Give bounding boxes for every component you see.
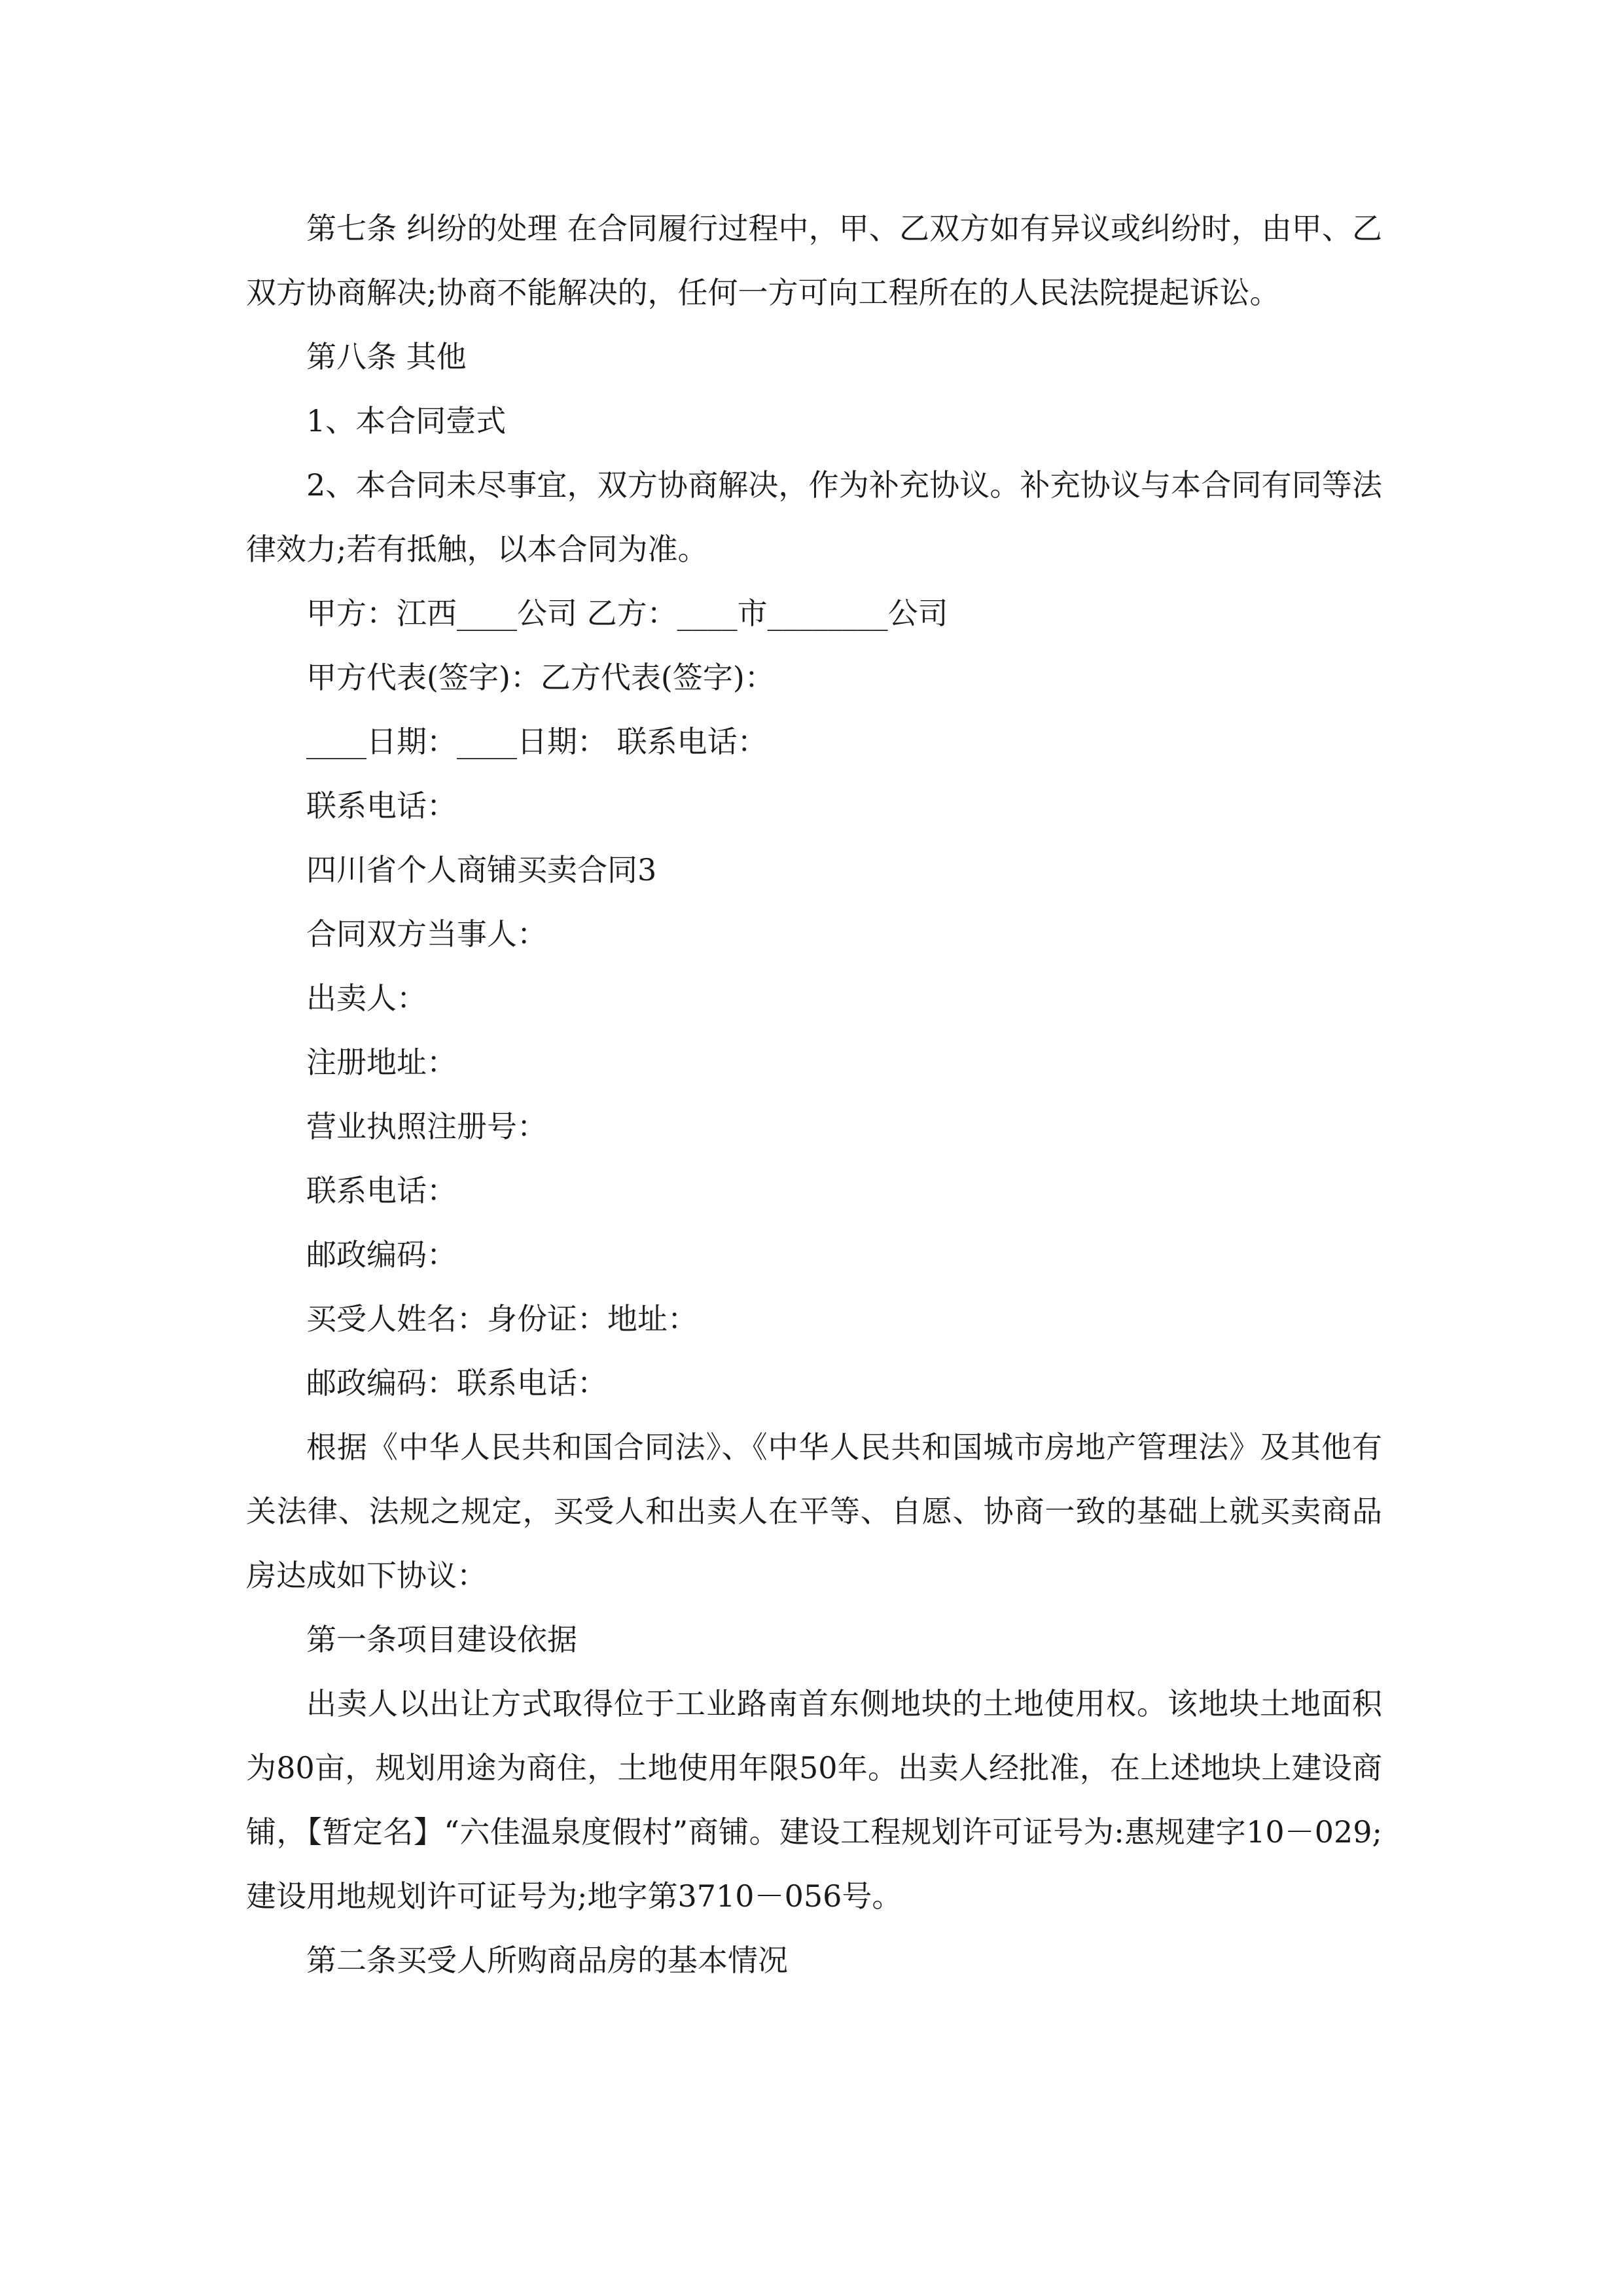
buyer-postcode-phone-field: 邮政编码：联系电话： — [306, 1365, 607, 1401]
contract-3-title: 四川省个人商铺买卖合同3 — [306, 852, 657, 888]
seller-field: 出卖人： — [306, 980, 427, 1016]
registered-address-field: 注册地址： — [306, 1045, 457, 1080]
clause-8-1: 1、本合同壹式 — [306, 403, 507, 439]
clause-8-2: 2、本合同未尽事宜，双方协商解决，作为补充协议。补充协议与本合同有同等法律效力;若有抵触，以本合同为准。 — [246, 467, 1382, 567]
article-2-heading: 第二条买受人所购商品房的基本情况 — [306, 1943, 788, 1978]
phone-line: 联系电话： — [306, 788, 457, 823]
document-body — [246, 196, 1382, 1992]
article-1-body: 出卖人以出让方式取得位于工业路南首东侧地块的土地使用权。该地块土地面积为80亩，规划用途为商住，土地使用年限50年。出卖人经批准，在上述地块上建设商铺，【暂定名】“六佳温泉度假村”商铺。建设工程规划许可证号为:惠规建字10－029;建设用地规划许可证号为;地字第3710－056号。 — [246, 1686, 1382, 1914]
representative-signature-line: 甲方代表(签字)：乙方代表(签字)： — [306, 660, 775, 695]
article-1-heading: 第一条项目建设依据 — [306, 1622, 577, 1657]
party-names-line: 甲方：江西____公司 乙方：____市________公司 — [306, 596, 948, 631]
buyer-info-field: 买受人姓名：身份证：地址： — [306, 1301, 698, 1336]
parties-heading: 合同双方当事人： — [306, 916, 547, 952]
seller-postcode-field: 邮政编码： — [306, 1237, 457, 1272]
business-license-field: 营业执照注册号： — [306, 1109, 547, 1144]
legal-basis-paragraph: 根据《中华人民共和国合同法》、《中华人民共和国城市房地产管理法》及其他有关法律、法规之规定，买受人和出卖人在平等、自愿、协商一致的基础上就买卖商品房达成如下协议： — [246, 1429, 1382, 1593]
seller-phone-field: 联系电话： — [306, 1173, 457, 1208]
article-8-heading: 第八条 其他 — [306, 339, 467, 374]
date-phone-line: ____日期：____日期： 联系电话： — [306, 724, 768, 759]
article-7-dispute-resolution: 第七条 纠纷的处理 在合同履行过程中，甲、乙双方如有异议或纠纷时，由甲、乙双方协商解决;协商不能解决的，任何一方可向工程所在的人民法院提起诉讼。 — [246, 211, 1382, 310]
